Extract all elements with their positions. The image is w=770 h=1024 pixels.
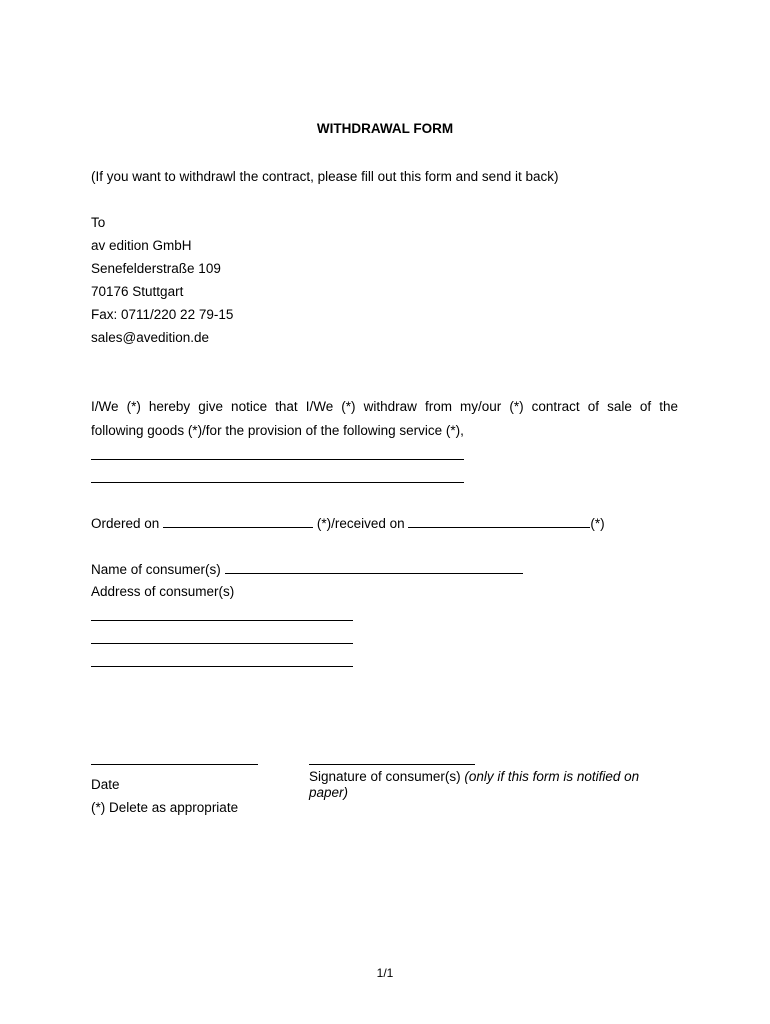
page-number: 1/1: [376, 966, 394, 980]
notice-line-2: following goods (*)/for the provision of the following service (*),: [91, 423, 464, 438]
delete-note: (*) Delete as appropriate: [91, 800, 239, 815]
consumer-address-label: Address of consumer(s): [91, 584, 235, 599]
recipient-to: To: [91, 215, 106, 230]
intro-text: (If you want to withdrawl the contract, please fill out this form and send it back): [91, 169, 559, 184]
goods-blank-1[interactable]: [91, 459, 464, 460]
recipient-email: sales@avedition.de: [91, 330, 210, 345]
recipient-company: av edition GmbH: [91, 238, 192, 253]
date-blank[interactable]: [91, 764, 258, 765]
form-title: WITHDRAWAL FORM: [316, 121, 454, 136]
ordered-row: [91, 515, 605, 531]
consumer-name-blank[interactable]: [225, 561, 523, 574]
recipient-street: Senefelderstraße 109: [91, 261, 221, 276]
received-label: (*)/received on: [316, 516, 405, 531]
received-date-blank[interactable]: [408, 515, 590, 528]
signature-note: (only if this form is notified on paper): [309, 769, 640, 800]
ordered-suffix: (*): [590, 516, 605, 531]
ordered-label: Ordered on: [91, 516, 160, 531]
ordered-date-blank[interactable]: [163, 515, 313, 528]
signature-label-block: [309, 769, 669, 801]
signature-blank[interactable]: [309, 764, 475, 765]
recipient-city: 70176 Stuttgart: [91, 284, 184, 299]
notice-line-1: I/We (*) hereby give notice that I/We (*) withdraw from my/our (*) contract of sale of the: [91, 399, 678, 414]
address-blank-1[interactable]: [91, 620, 353, 621]
address-blank-3[interactable]: [91, 666, 353, 667]
address-blank-2[interactable]: [91, 643, 353, 644]
consumer-name-label: Name of consumer(s): [91, 562, 221, 577]
goods-blank-2[interactable]: [91, 482, 464, 483]
recipient-fax: Fax: 0711/220 22 79-15: [91, 307, 234, 322]
signature-label: Signature of consumer(s): [309, 769, 461, 784]
consumer-name-row: [91, 561, 523, 577]
date-label: Date: [91, 777, 120, 792]
